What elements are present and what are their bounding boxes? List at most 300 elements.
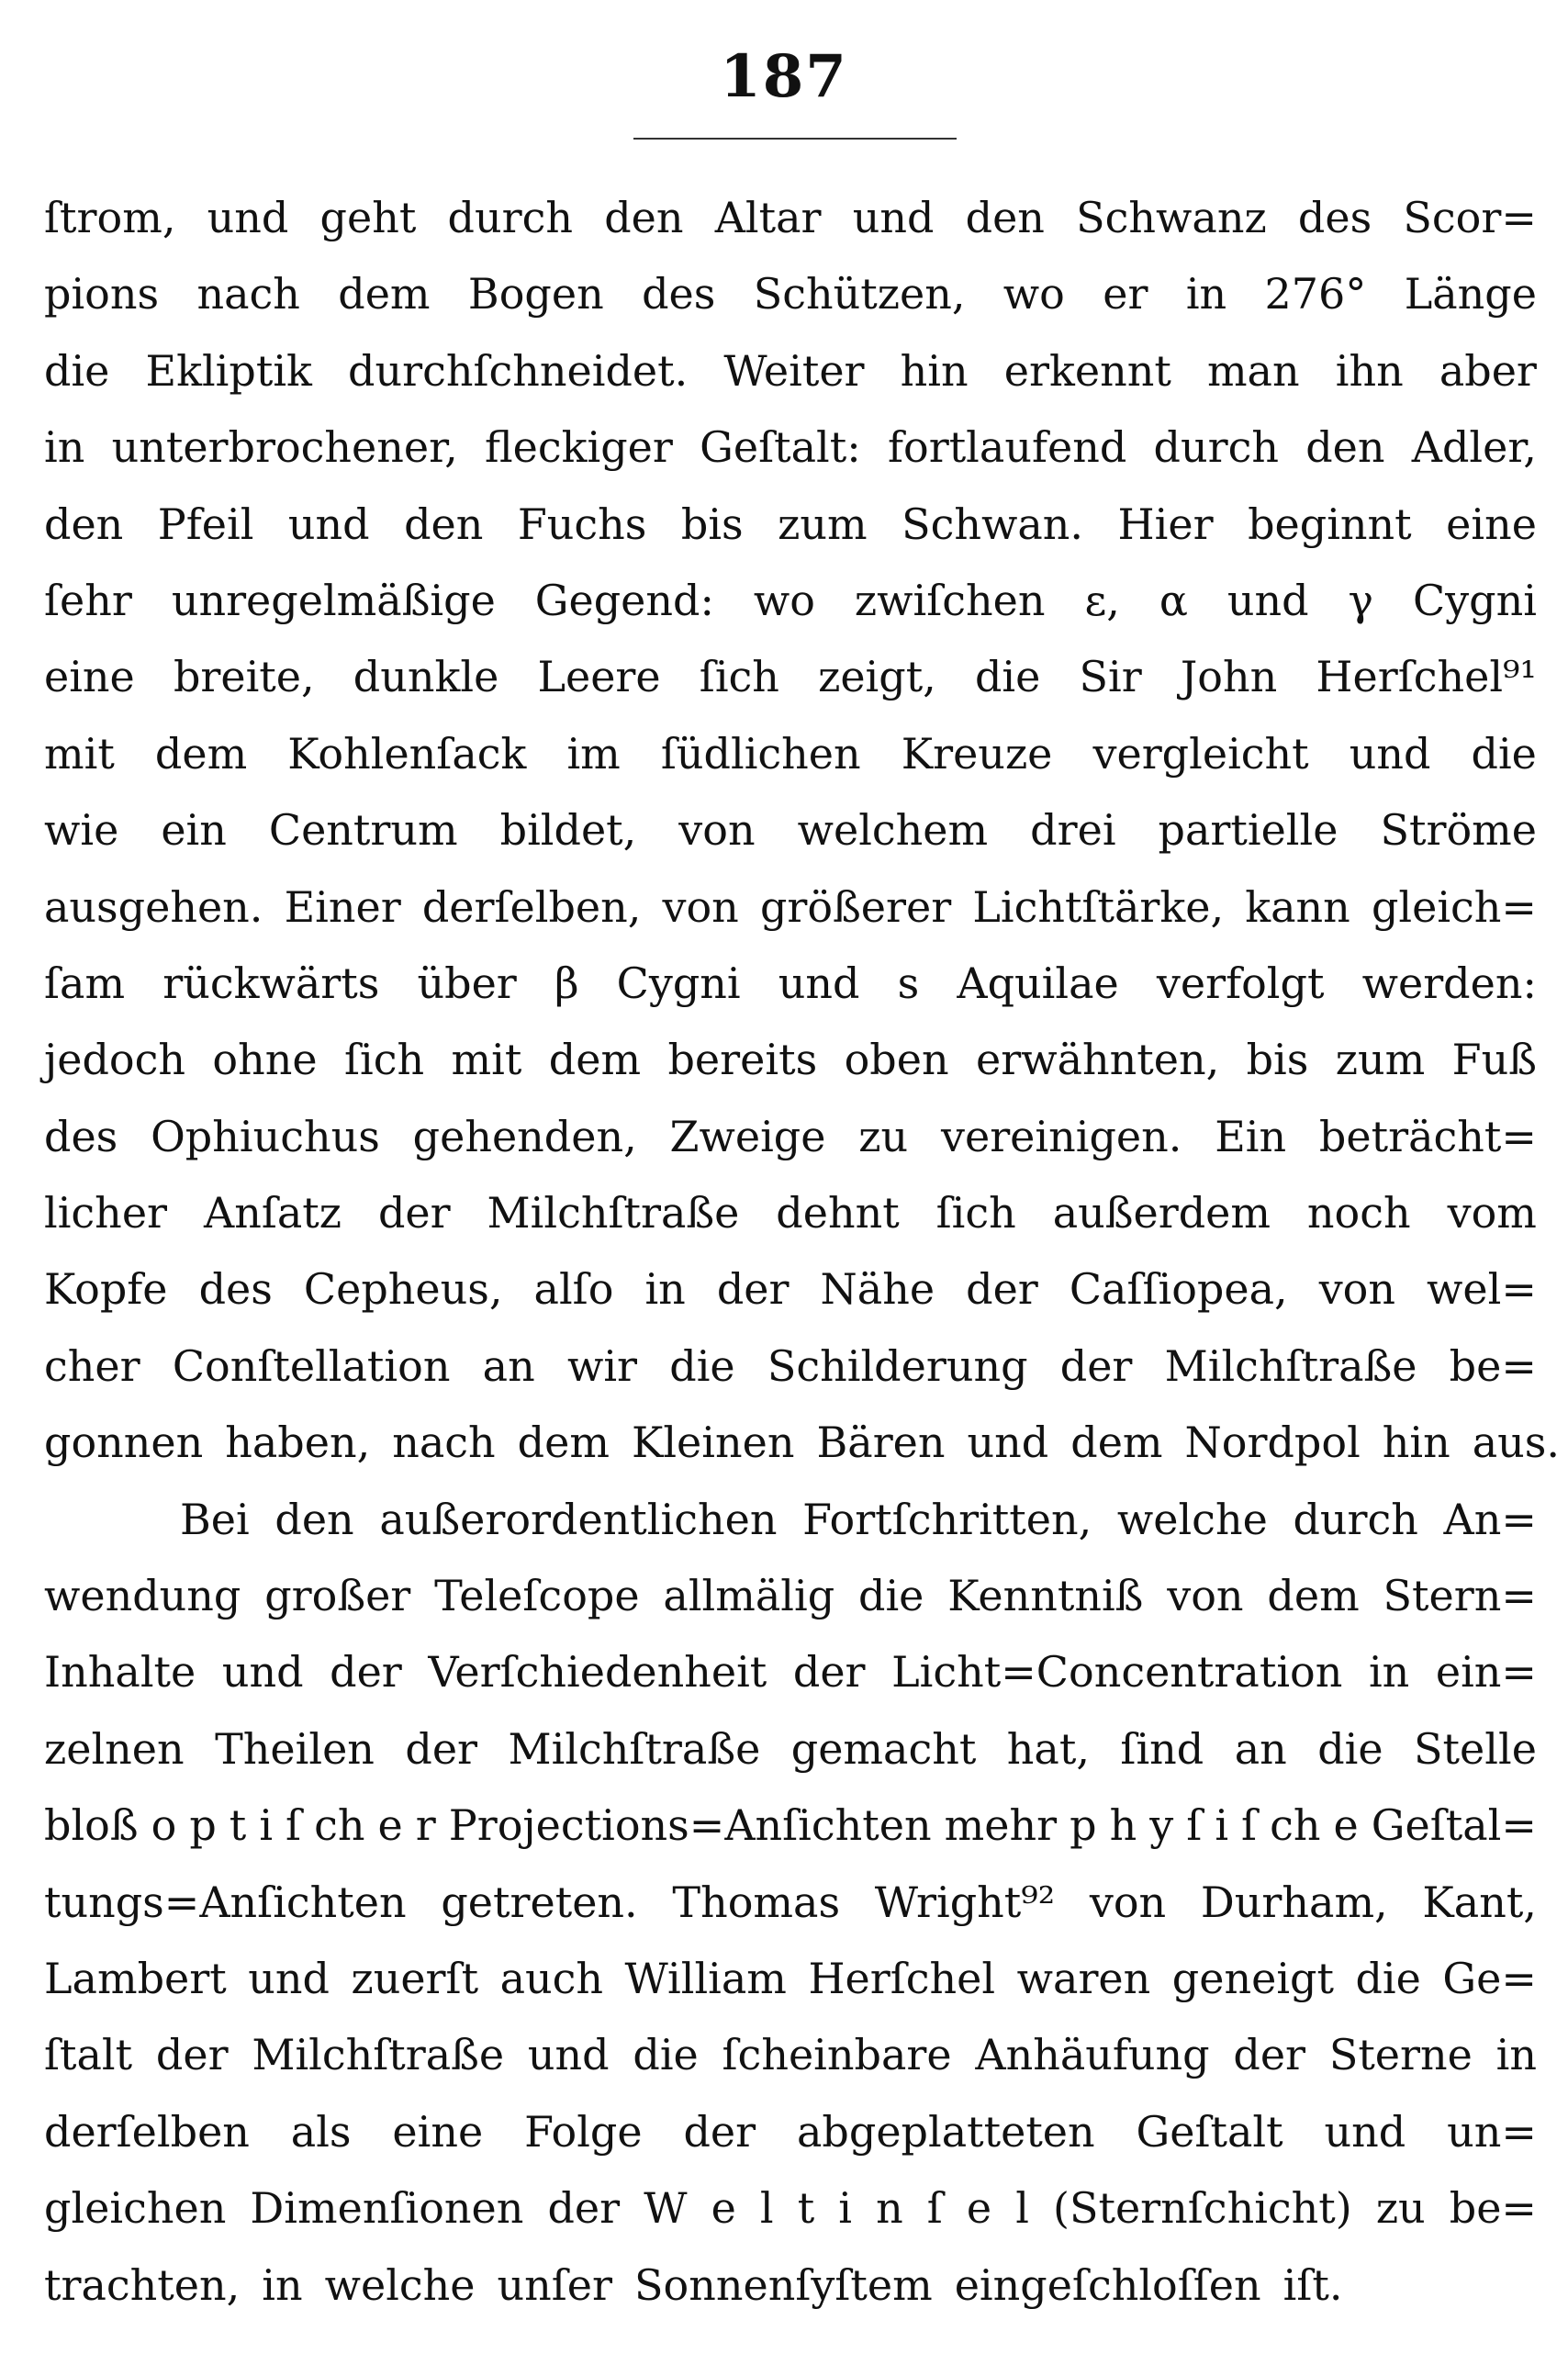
word: außerordentlichen [379, 1494, 778, 1544]
text-line [44, 1941, 1537, 2017]
text-line [44, 1175, 1537, 1251]
word: ſ [1186, 1800, 1203, 1851]
word: die [669, 1340, 735, 1391]
word: Sonnenſyſtem [634, 2259, 933, 2310]
word: der [330, 1647, 402, 1698]
word: den [604, 193, 684, 242]
word: Aquilae [957, 958, 1119, 1008]
word: aber [1439, 345, 1537, 396]
word: vom [1447, 1188, 1537, 1238]
word: Schwanz [1076, 193, 1267, 242]
word: breite, [173, 652, 315, 702]
word: p [189, 1800, 217, 1851]
word: Fortſchritten, [802, 1494, 1092, 1544]
word: Bären [816, 1418, 946, 1468]
word: Kopfe [44, 1264, 168, 1315]
word: die [1355, 1953, 1421, 2003]
word: ch [314, 1800, 365, 1851]
word: Geſtalt [1136, 2106, 1283, 2157]
word: mit [44, 728, 115, 779]
word: John [1180, 652, 1278, 702]
word: bereits [667, 1035, 818, 1085]
word: ſ [286, 1800, 302, 1851]
word: Geſtalt: [700, 422, 861, 473]
word: von [678, 805, 756, 856]
word: ſehr [44, 575, 132, 625]
word: Inhalte [44, 1647, 196, 1698]
text-line [44, 1251, 1537, 1328]
word: Milchſtraße [487, 1188, 740, 1238]
word: Ströme [1380, 805, 1537, 856]
word: ohne [212, 1035, 318, 1085]
word: hin [1382, 1418, 1450, 1468]
text-line [44, 869, 1537, 946]
word: des [44, 1111, 118, 1161]
word: durchſchneidet. [348, 345, 689, 396]
word: geneigt [1171, 1953, 1334, 2003]
word: beginnt [1248, 499, 1412, 549]
word: in [262, 2259, 303, 2310]
word: den [1305, 422, 1385, 473]
word: Milchſtraße [1164, 1340, 1417, 1391]
word: beträcht= [1318, 1111, 1537, 1161]
word: Milchſtraße [252, 2030, 505, 2080]
word: der [547, 2183, 621, 2234]
word: zeigt, [818, 652, 936, 702]
word: dem [1267, 1571, 1360, 1621]
text-line [44, 1405, 1561, 1481]
word: nach [196, 269, 300, 319]
word: kann [1245, 881, 1350, 932]
text-line [44, 1634, 1537, 1710]
word: zu [1375, 2183, 1426, 2234]
word: Kreuze [901, 728, 1053, 779]
word: e [966, 2183, 992, 2234]
word: oben [844, 1035, 949, 1085]
word: durch [1153, 422, 1279, 473]
word: Sterne [1328, 2030, 1473, 2080]
word: ε, [1084, 575, 1120, 625]
word: Ekliptik [145, 345, 312, 396]
text-line [44, 487, 1537, 563]
word: y [1149, 1800, 1174, 1851]
text-line [44, 792, 1537, 869]
word: allmälig [663, 1571, 835, 1621]
word: rückwärts [162, 958, 380, 1008]
word: die [1471, 728, 1537, 779]
word: zum [1335, 1035, 1426, 1085]
header-rule [633, 138, 957, 140]
word: zum [778, 499, 868, 549]
page-number: 187 [720, 42, 848, 111]
word: Adler, [1411, 422, 1537, 473]
text-line [44, 180, 1537, 256]
word: Lambert [44, 1953, 227, 2003]
word: Verſchiedenheit [428, 1647, 767, 1698]
word: ſtrom, [44, 193, 176, 242]
word: in [1185, 269, 1227, 319]
word: ein [161, 805, 227, 856]
word: Nähe [820, 1264, 935, 1315]
word: Bogen [467, 269, 604, 319]
text-line [44, 2017, 1537, 2093]
word: Fuß [1451, 1035, 1537, 1085]
text-line [44, 1865, 1537, 1941]
word: Thomas [672, 1877, 841, 1927]
word: γ [1348, 575, 1373, 625]
word: zuerſt [351, 1953, 479, 2003]
text-line [44, 639, 1537, 715]
word: ſich [699, 652, 779, 702]
word: und [527, 2030, 610, 2080]
word: die [1317, 1723, 1383, 1774]
word: hat, [1006, 1723, 1090, 1774]
word: in [1495, 2030, 1537, 2080]
word: haben, [225, 1418, 371, 1468]
word: des [642, 269, 716, 319]
word: Cygni [1412, 575, 1537, 625]
word: Leere [537, 652, 661, 702]
word: unregelmäßige [171, 575, 496, 625]
word: Durham, [1200, 1877, 1388, 1927]
word: gonnen [44, 1418, 204, 1468]
word: und [1349, 728, 1431, 779]
word: jedoch [44, 1035, 186, 1085]
word: bloß [44, 1800, 139, 1851]
word: eine [1446, 499, 1537, 549]
word: der [792, 1647, 866, 1698]
word: derſelben, [421, 881, 642, 932]
word: und [1226, 575, 1309, 625]
word: abgeplatteten [797, 2106, 1095, 2157]
word: drei [1030, 805, 1116, 856]
word: n [876, 2183, 903, 2234]
word: derſelben [44, 2106, 250, 2157]
word: Herſchel [808, 1953, 996, 2003]
word: Ge= [1442, 1953, 1537, 2003]
word: mehr [944, 1800, 1058, 1851]
word: im [566, 728, 621, 779]
word: an [1234, 1723, 1287, 1774]
word: durch [447, 193, 573, 242]
word: und [967, 1418, 1049, 1468]
text-line [44, 1022, 1537, 1098]
word: i [1215, 1800, 1229, 1851]
word: und [248, 1953, 330, 2003]
word: wir [566, 1340, 638, 1391]
word: be= [1449, 1340, 1537, 1391]
word: Schützen, [753, 269, 966, 319]
word: waren [1016, 1953, 1151, 2003]
word: dunkle [353, 652, 499, 702]
word: Länge [1404, 269, 1537, 319]
word: und [207, 193, 289, 242]
word: den [44, 499, 124, 549]
word: r [415, 1800, 436, 1851]
word: p [1070, 1800, 1097, 1851]
word: t [797, 2183, 815, 2234]
word: ſcheinbare [722, 2030, 952, 2080]
word: Zweige [669, 1111, 826, 1161]
word: vergleicht [1092, 728, 1309, 779]
word: i [259, 1800, 274, 1851]
word: und [221, 1647, 304, 1698]
word: ihn [1335, 345, 1404, 396]
word: welche [1116, 1494, 1268, 1544]
word: eingeſchloſſen [954, 2259, 1261, 2310]
word: e [711, 2183, 736, 2234]
text-line [44, 716, 1537, 792]
word: licher [44, 1188, 168, 1238]
text-line [44, 1558, 1537, 1634]
word: gehenden, [412, 1111, 637, 1161]
word: von [1167, 1571, 1244, 1621]
word: ſich [344, 1035, 425, 1085]
word: o [151, 1800, 177, 1851]
word: Ein [1215, 1111, 1287, 1161]
word: und [778, 958, 860, 1008]
word: iſt. [1282, 2259, 1343, 2310]
word: Kohlenſack [287, 728, 527, 779]
word: als [290, 2106, 352, 2157]
word: und [287, 499, 370, 549]
word: (Sternſchicht) [1053, 2183, 1352, 2234]
word: Milchſtraße [508, 1723, 761, 1774]
word: in [1368, 1647, 1410, 1698]
word: Kant, [1422, 1877, 1537, 1927]
word: aus. [1472, 1418, 1561, 1468]
text-line [44, 2094, 1537, 2170]
word: Bei [180, 1494, 250, 1544]
word: der [405, 1723, 478, 1774]
word: getreten. [441, 1877, 638, 1927]
word: die [974, 652, 1041, 702]
word: Kleinen [631, 1418, 795, 1468]
word: Pfeil [157, 499, 254, 549]
text-line [44, 256, 1537, 332]
word: William [624, 1953, 787, 2003]
word: die [633, 2030, 699, 2080]
word: ſüdlichen [660, 728, 861, 779]
word: tungs=Anſichten [44, 1877, 407, 1927]
word: ausgehen. [44, 881, 263, 932]
word: von [1318, 1264, 1395, 1315]
word: und [1324, 2106, 1406, 2157]
word: durch [1293, 1494, 1418, 1544]
word: Anhäufung [975, 2030, 1210, 2080]
word: Wright⁹² [874, 1877, 1056, 1927]
word: Altar [714, 193, 822, 242]
word: bildet, [499, 805, 637, 856]
word: W [644, 2183, 688, 2234]
word: den [965, 193, 1045, 242]
word: vereinigen. [940, 1111, 1182, 1161]
word: man [1206, 345, 1300, 396]
word: des [198, 1264, 273, 1315]
word: gleichen [44, 2183, 227, 2234]
word: Fuchs [517, 499, 647, 549]
word: verfolgt [1156, 958, 1325, 1008]
word: noch [1306, 1188, 1411, 1238]
word: fortlaufend [887, 422, 1127, 473]
word: cher [44, 1340, 140, 1391]
word: der [155, 2030, 229, 2080]
text-line [44, 563, 1537, 639]
word: ſ [926, 2183, 943, 2234]
word: pions [44, 269, 160, 319]
word: der [683, 2106, 756, 2157]
word: dem [1070, 1418, 1163, 1468]
word: auch [499, 1953, 604, 2003]
word: i [838, 2183, 852, 2234]
word: Anſatz [203, 1188, 342, 1238]
word: dem [548, 1035, 642, 1085]
word: hin [900, 345, 969, 396]
word: gleich= [1371, 881, 1537, 932]
word: partielle [1158, 805, 1338, 856]
word: trachten, [44, 2259, 241, 2310]
word: wie [44, 805, 119, 856]
word: welchem [797, 805, 989, 856]
word: Gegend: [534, 575, 714, 625]
text-line [44, 1099, 1537, 1175]
word: Schwan. [902, 499, 1084, 549]
word: wo [753, 575, 815, 625]
word: dehnt [776, 1188, 900, 1238]
word: Einer [284, 881, 401, 932]
word: bis [1246, 1035, 1309, 1085]
word: be= [1449, 2183, 1537, 2234]
word: Sir [1079, 652, 1142, 702]
word: ſam [44, 958, 126, 1008]
word: der [966, 1264, 1038, 1315]
word: mit [451, 1035, 522, 1085]
word: Stelle [1414, 1723, 1537, 1774]
word: Projections=Anſichten [448, 1800, 932, 1851]
word: β [554, 958, 579, 1008]
word: bis [680, 499, 744, 549]
word: alſo [533, 1264, 614, 1315]
word: dem [517, 1418, 610, 1468]
text-line [44, 1482, 1537, 1558]
text-line [44, 333, 1537, 409]
word: des [1297, 193, 1372, 242]
word: Hier [1117, 499, 1214, 549]
word: Herſchel⁹¹ [1316, 652, 1537, 702]
word: ſtalt [44, 2030, 133, 2080]
word: Kenntniß [947, 1571, 1144, 1621]
word: werden: [1361, 958, 1537, 1008]
text-line [44, 1328, 1537, 1405]
body-text [44, 180, 1561, 2324]
word: von [1089, 1877, 1167, 1927]
word: wendung [44, 1571, 241, 1621]
text-line [44, 2247, 1537, 2324]
word: α [1159, 575, 1188, 625]
word: Cygni [616, 958, 741, 1008]
word: die [858, 1571, 924, 1621]
word: e [1333, 1800, 1359, 1851]
word: s [897, 958, 920, 1008]
word: erwähnten, [975, 1035, 1220, 1085]
word: An= [1443, 1494, 1537, 1544]
paragraph [44, 180, 1561, 1482]
word: Schilderung [767, 1340, 1028, 1391]
word: über [417, 958, 517, 1008]
word: wo [1002, 269, 1065, 319]
word: in [644, 1264, 686, 1315]
word: e [377, 1800, 403, 1851]
word: Folge [524, 2106, 643, 2157]
word: ſich [935, 1188, 1016, 1238]
word: Teleſcope [434, 1571, 640, 1621]
word: Stern= [1383, 1571, 1537, 1621]
word: Conſtellation [172, 1340, 451, 1391]
word: Nordpol [1184, 1418, 1361, 1468]
word: l [759, 2183, 774, 2234]
text-line [44, 409, 1537, 486]
text-line [44, 1788, 1537, 1864]
word: welche [324, 2259, 476, 2310]
word: Scor= [1403, 193, 1537, 242]
word: großer [264, 1571, 411, 1621]
word: ch [1270, 1800, 1321, 1851]
word: den [274, 1494, 354, 1544]
text-line [44, 946, 1537, 1022]
word: unſer [497, 2259, 613, 2310]
word: Lichtſtärke, [972, 881, 1225, 932]
word: größerer [759, 881, 952, 932]
word: Ophiuchus [151, 1111, 380, 1161]
word: Cepheus, [303, 1264, 503, 1315]
word: eine [392, 2106, 484, 2157]
word: ein= [1435, 1647, 1537, 1698]
word: Geſtal= [1371, 1800, 1537, 1851]
word: der [377, 1188, 451, 1238]
word: zelnen [44, 1723, 185, 1774]
word: Weiter [723, 345, 865, 396]
word: ſind [1120, 1723, 1204, 1774]
word: der [1233, 2030, 1306, 2080]
word: wel= [1427, 1264, 1537, 1315]
word: an [482, 1340, 535, 1391]
word: Caſſiopea, [1069, 1264, 1288, 1315]
word: Licht=Concentration [891, 1647, 1343, 1698]
word: dem [154, 728, 248, 779]
word: t [229, 1800, 247, 1851]
word: zwiſchen [854, 575, 1046, 625]
word: von [662, 881, 739, 932]
word: Dimenſionen [250, 2183, 524, 2234]
word: dem [338, 269, 431, 319]
word: die [44, 345, 110, 396]
word: der [716, 1264, 790, 1315]
word: l [1015, 2183, 1029, 2234]
word: un= [1447, 2106, 1537, 2157]
word: ſ [1241, 1800, 1258, 1851]
word: h [1109, 1800, 1137, 1851]
word: zu [858, 1111, 909, 1161]
word: unterbrochener, [111, 422, 458, 473]
word: außerdem [1052, 1188, 1271, 1238]
word: geht [319, 193, 417, 242]
paragraph [44, 1482, 1537, 2324]
word: in [44, 422, 85, 473]
word: 276° [1264, 269, 1367, 319]
word: Centrum [268, 805, 458, 856]
word: den [404, 499, 484, 549]
word: und [852, 193, 935, 242]
